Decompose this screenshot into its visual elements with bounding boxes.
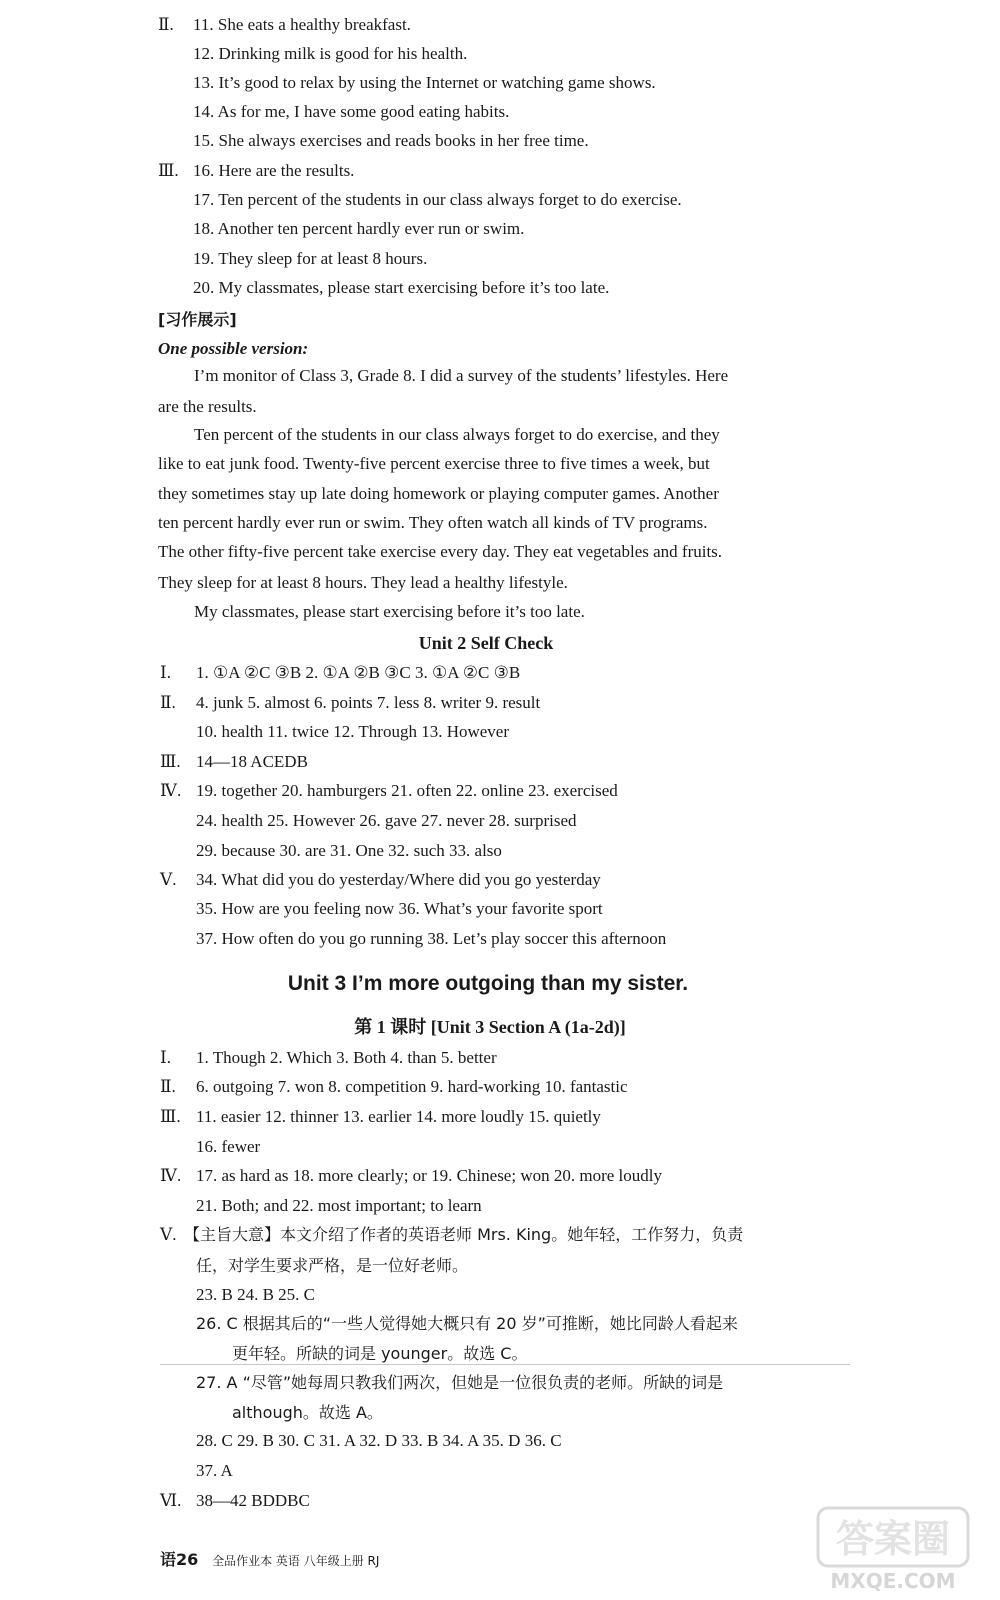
answer-line: 37. A — [196, 1461, 233, 1480]
essay-line: like to eat junk food. Twenty-five percent exercise three to five times a week, but — [158, 454, 710, 473]
answer-line: 19. together 20. hamburgers 21. often 22. online 23. exercised — [196, 781, 618, 800]
explanation-line: 27. A “尽管”她每周只教我们两次，但她是一位很负责的老师。所缺的词是 — [196, 1373, 724, 1392]
watermark-url: MXQE.COM — [830, 1569, 956, 1593]
answer-line: 28. C 29. B 30. C 31. A 32. D 33. B 34. A 35. D 36. C — [196, 1431, 562, 1450]
roman-numeral: Ⅰ. — [160, 663, 171, 682]
answer-line: 19. They sleep for at least 8 hours. — [193, 249, 428, 268]
self-check-title: Unit 2 Self Check — [418, 633, 554, 653]
roman-numeral: Ⅵ. — [160, 1491, 182, 1510]
essay-line: I’m monitor of Class 3, Grade 8. I did a survey of the students’ lifestyles. Here — [194, 366, 729, 385]
essay-line: are the results. — [158, 397, 257, 416]
answer-line: 16. Here are the results. — [193, 161, 355, 180]
main-idea-line: 任，对学生要求严格，是一位好老师。 — [196, 1256, 469, 1275]
roman-numeral: Ⅳ. — [160, 1166, 182, 1185]
divider — [160, 1364, 850, 1365]
answer-line: 14. As for me, I have some good eating habits. — [193, 102, 510, 121]
answer-line: 18. Another ten percent hardly ever run or swim. — [193, 219, 525, 238]
roman-numeral: Ⅴ. — [160, 1225, 177, 1244]
explanation-line: 更年轻。所缺的词是 younger。故选 C。 — [232, 1344, 528, 1363]
answer-line: 17. Ten percent of the students in our class always forget to do exercise. — [193, 190, 682, 209]
answer-line: 11. easier 12. thinner 13. earlier 14. more loudly 15. quietly — [196, 1107, 601, 1126]
answer-line: 6. outgoing 7. won 8. competition 9. hard-working 10. fantastic — [196, 1077, 628, 1096]
answer-line: 13. It’s good to relax by using the Internet or watching game shows. — [193, 73, 656, 92]
watermark-logo — [808, 1500, 978, 1595]
section-heading: [习作展示] — [158, 310, 237, 329]
answer-line: 37. How often do you go running 38. Let’s play soccer this afternoon — [196, 929, 667, 948]
answer-line: 1. ①A ②C ③B 2. ①A ②B ③C 3. ①A ②C ③B — [196, 663, 521, 682]
answer-line: 29. because 30. are 31. One 32. such 33. also — [196, 841, 502, 860]
essay-line: My classmates, please start exercising before it’s too late. — [194, 602, 585, 621]
answer-line: 14—18 ACEDB — [196, 752, 308, 771]
answer-line: 20. My classmates, please start exercising before it’s too late. — [193, 278, 610, 297]
roman-numeral: Ⅱ. — [158, 15, 174, 34]
essay-line: Ten percent of the students in our class always forget to do exercise, and they — [194, 425, 720, 444]
page-footer — [160, 1547, 379, 1570]
answer-line: 24. health 25. However 26. gave 27. never 28. surprised — [196, 811, 577, 830]
essay-line: They sleep for at least 8 hours. They lead a healthy lifestyle. — [158, 573, 568, 592]
watermark-text: 答案圈 — [835, 1517, 951, 1561]
roman-numeral: Ⅲ. — [160, 752, 181, 771]
explanation-line: 26. C 根据其后的“一些人觉得她大概只有 20 岁”可推断，她比同龄人看起来 — [196, 1314, 738, 1333]
answer-line: 15. She always exercises and reads books in her free time. — [193, 131, 589, 150]
answer-line: 10. health 11. twice 12. Through 13. However — [196, 722, 510, 741]
answer-line: 21. Both; and 22. most important; to learn — [196, 1196, 482, 1215]
unit-title: Unit 3 I’m more outgoing than my sister. — [287, 972, 689, 995]
answer-line: 23. B 24. B 25. C — [196, 1285, 316, 1304]
answer-line: 17. as hard as 18. more clearly; or 19. Chinese; won 20. more loudly — [196, 1166, 662, 1185]
roman-numeral: Ⅴ. — [160, 870, 177, 889]
answer-line: 4. junk 5. almost 6. points 7. less 8. writer 9. result — [196, 693, 541, 712]
roman-numeral: Ⅰ. — [160, 1048, 171, 1067]
roman-numeral: Ⅳ. — [160, 781, 182, 800]
watermark-shapes — [818, 1508, 968, 1593]
roman-numeral: Ⅲ. — [158, 161, 179, 180]
answer-line: 1. Though 2. Which 3. Both 4. than 5. better — [196, 1048, 497, 1067]
roman-numeral: Ⅲ. — [160, 1107, 181, 1126]
main-idea-line: 【主旨大意】本文介绍了作者的英语老师 Mrs. King。她年轻，工作努力，负责 — [184, 1225, 744, 1244]
essay-line: they sometimes stay up late doing homework or playing computer games. Another — [158, 484, 719, 503]
essay-line: ten percent hardly ever run or swim. They often watch all kinds of TV programs. — [158, 513, 708, 532]
answer-line: 11. She eats a healthy breakfast. — [193, 15, 411, 34]
essay-line: The other fifty-five percent take exercise every day. They eat vegetables and fruits. — [158, 542, 723, 561]
lesson-section-title: 第 1 课时 [Unit 3 Section A (1a-2d)] — [354, 1017, 626, 1037]
answer-line: 16. fewer — [196, 1137, 261, 1156]
page-number: 语26 — [160, 1550, 199, 1569]
roman-numeral: Ⅱ. — [160, 1077, 176, 1096]
answer-line: 38—42 BDDBC — [196, 1491, 310, 1510]
answer-line: 34. What did you do yesterday/Where did you go yesterday — [196, 870, 601, 889]
version-label: One possible version: — [158, 339, 309, 358]
explanation-line: although。故选 A。 — [232, 1403, 383, 1422]
answer-line: 35. How are you feeling now 36. What’s your favorite sport — [196, 899, 603, 918]
book-title: 全品作业本 英语 八年级上册 RJ — [212, 1554, 380, 1568]
answer-line: 12. Drinking milk is good for his health. — [193, 44, 468, 63]
roman-numeral: Ⅱ. — [160, 693, 176, 712]
